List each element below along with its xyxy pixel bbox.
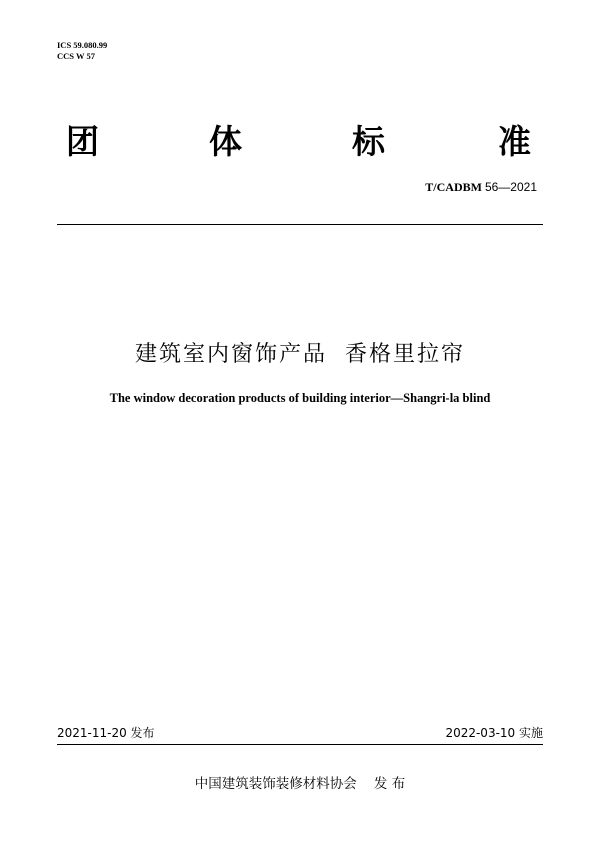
standard-type-heading [66, 122, 540, 166]
issue-date: 2021-11-20 发布 [57, 726, 155, 740]
chinese-title: 建筑室内窗饰产品 香格里拉帘 [135, 342, 465, 367]
ccs-code: CCS W 57 [57, 51, 95, 61]
classification-codes [57, 40, 107, 62]
standard-number-prefix: T/CADBM [425, 180, 485, 194]
standard-type-char: 团 [66, 122, 99, 161]
bottom-divider [57, 744, 543, 745]
standard-number-value: 56—2021 [484, 180, 537, 194]
english-title: The window decoration products of building interior—Shangri-la blind [109, 391, 491, 405]
publisher: 中国建筑装饰装修材料协会 发 布 [194, 776, 406, 792]
ics-code: ICS 59.080.99 [57, 40, 108, 50]
top-divider [57, 224, 543, 225]
standard-type-char: 标 [352, 122, 385, 161]
implementation-date: 2022-03-10 实施 [445, 726, 543, 740]
standard-type-char: 体 [209, 122, 242, 161]
standard-type-char: 准 [498, 122, 531, 161]
standard-number [425, 180, 537, 195]
